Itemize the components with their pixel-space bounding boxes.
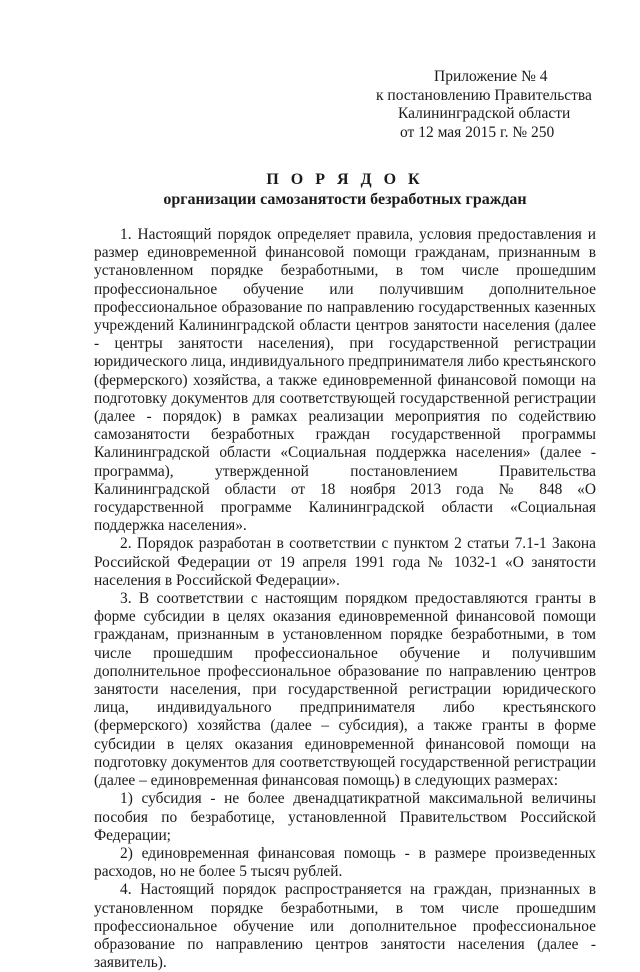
paragraph-3: 3. В соответствии с настоящим порядком предоставляются гранты в форме субсидии в целях оказания единовременной финансовой помощи гражданам, признанным в установленном порядке безработными, в том числе прошедшим профессиональное обучение и получившим дополнительное профессиональное образование по направлению центров занятости населения, при государственной регистрации юридического лица, индивидуального предпринимателя либо крестьянского (фермерского) хозяйства (далее – субсидия), а также гранты в форме субсидии в целях оказания единовременной финансовой помощи на подготовку документов для соответствующей государственной регистрации (далее – единовременная финансовая помощь) в следующих размерах: xyxy=(94,590,596,790)
appendix-header xyxy=(376,68,606,142)
appendix-date-number: от 12 мая 2015 г. № 250 xyxy=(400,123,555,141)
appendix-region: Калининградской области xyxy=(398,105,571,122)
paragraph-1: 1. Настоящий порядок определяет правила, условия предоставления и размер единовременной финансовой помощи гражданам, признанным в установленном порядке безработными, в том числе прошедшим профессиональное обучение или получившим дополнительное профессиональное образование по направлению государственных казенных учреждений Калининградской области центров занятости населения (далее - центры занятости населения), при государственной регистрации юридического лица, индивидуального предпринимателя либо крестьянского (фермерского) хозяйства, а также единовременной финансовой помощи на подготовку документов для соответствующей государственной регистрации (далее - порядок) в рамках реализации мероприятия по содействию самозанятости безработных граждан государственной программы Калининградской области «Социальная поддержка населения» (далее - программа), утвержденной постановлением Правительства Калининградской области от 18 ноября 2013 года № 848 «О государственной программе Калининградской области «Социальная поддержка населения». xyxy=(94,226,596,535)
paragraph-4: 4. Настоящий порядок распространяется на граждан, признанных в установленном порядке безработными, в том числе прошедшим профессиональное обучение или дополнительное профессиональное образование по направлению центров занятости населения (далее - заявитель). xyxy=(94,881,596,972)
document-body xyxy=(94,226,596,972)
appendix-resolution-ref: к постановлению Правительства xyxy=(376,86,592,104)
paragraph-2: 2. Порядок разработан в соответствии с пунктом 2 статьи 7.1-1 Закона Российской Федерации от 19 апреля 1991 года № 1032-1 «О занятости населения в Российской Федерации». xyxy=(94,535,596,589)
paragraph-3-item-1: 1) субсидия - не более двенадцатикратной максимальной величины пособия по безработице, установленной Правительством Российской Федерации; xyxy=(94,790,596,844)
appendix-number: Приложение № 4 xyxy=(434,68,548,85)
document-title: П О Р Я Д О К xyxy=(266,171,424,188)
paragraph-3-item-2: 2) единовременная финансовая помощь - в размере произведенных расходов, но не более 5 тысяч рублей. xyxy=(94,844,596,881)
document-subtitle: организации самозанятости безработных граждан xyxy=(163,191,527,208)
